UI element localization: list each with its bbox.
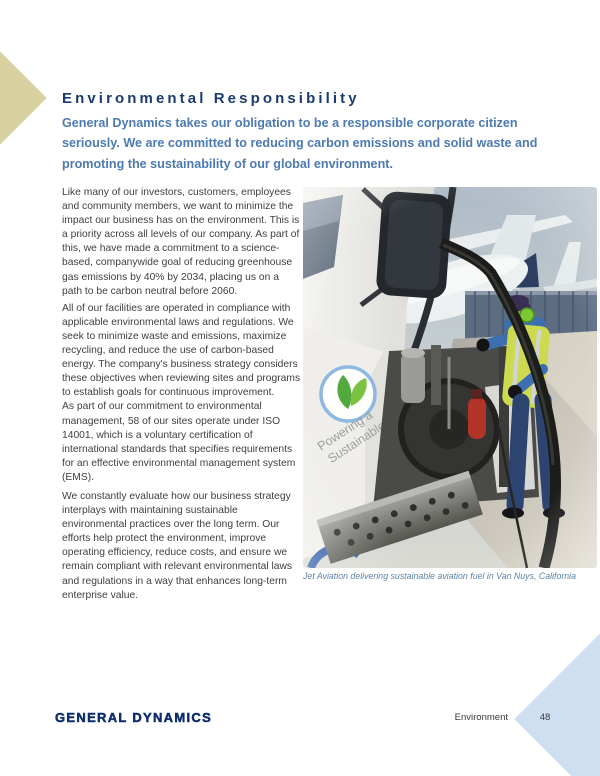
blue-diamond-accent [514, 631, 600, 776]
page-number: 48 [539, 712, 551, 723]
body-paragraph: Like many of our investors, customers, employees and community members, we want to minimize the impact our business has on the environment. This is a priority across all levels of our company. As part of this, we have made a commitment to a science-based, companywide goal of reducing greenhouse gas emissions by 40% by 2034, placing us on a path to be carbon neutral before 2060. [62, 187, 300, 297]
photo-jet-fueling [303, 187, 597, 568]
body-paragraph: We constantly evaluate how our business strategy interplays with maintaining sustainable environmental practices over the long term. Our efforts help protect the environment, improve operating efficiency, reduce costs, and ensure we remain compliant with relevant environmental laws and regulations in a way that enhances long-term enterprise value. [62, 490, 293, 601]
page-title: Environmental Responsibility [62, 90, 360, 107]
photo-caption: Jet Aviation delivering sustainable aviation fuel in Van Nuys, California [303, 571, 577, 581]
general-dynamics-logo: GENERAL DYNAMICS [55, 710, 213, 725]
body-paragraph: As part of our commitment to environmental management, 58 of our sites operate under ISO 14001, which is a voluntary certification of international standards that specifies requirements for an effective environmental management system (EMS). [62, 401, 296, 483]
footer-section-label: Environment [454, 712, 508, 723]
body-text-column [62, 186, 301, 606]
body-paragraph: All of our facilities are operated in compliance with applicable environmental laws and regulations. We seek to minimize waste and emissions, maximize recycling, and reduce the use of carbon-based energy. The company's business strategy considers these objectives when reviewing sites and programs to establish goals for continuous improvement. [62, 302, 301, 399]
intro-paragraph: General Dynamics takes our obligation to be a responsible corporate citizen seriously. We are committed to reducing carbon emissions and solid waste and promoting the sustainability of our global environment. [62, 116, 538, 171]
tan-diamond-accent [0, 51, 47, 144]
jet-fueling-illustration [303, 187, 597, 568]
